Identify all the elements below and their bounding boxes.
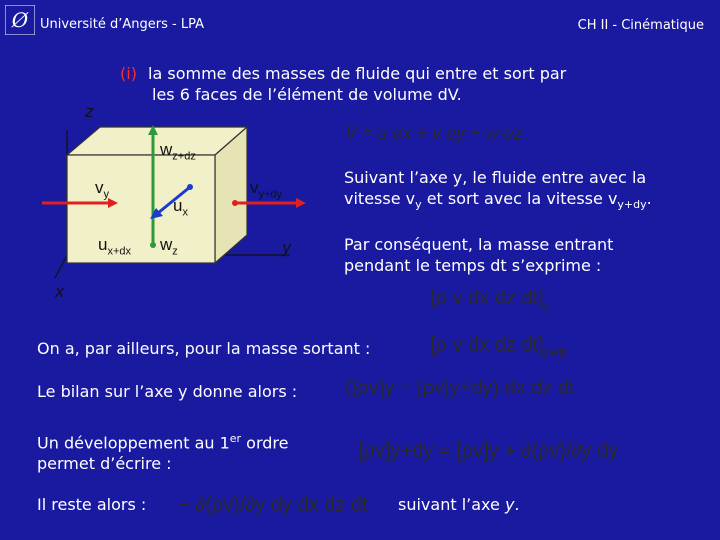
label-v-ydy [250,178,282,200]
label-u-x-sub: x [182,206,188,219]
equation-mass-in [430,287,549,312]
label-v-y-sub: y [103,188,109,201]
equation-mass-in-body: [ρ v dx dz dt] [430,287,544,309]
label-w-z-main: w [160,235,173,254]
label-development [37,428,288,474]
para1-line2b: et sort avec la vitesse v [421,189,618,208]
header-university: Université d’Angers - LPA [40,17,204,32]
equation-reste: − ∂(ρv)/∂y dy dx dz dt [178,494,368,516]
cube-diagram [40,105,340,305]
equation-mass-in-sub: y [543,300,550,312]
intro-line2: les 6 faces de l’élément de volume dV. [152,85,462,104]
label-w-zdz-main: w [160,140,173,159]
svg-text:Ø: Ø [11,8,29,32]
suffix-reste-y: y [504,495,515,514]
label-u-x [173,196,188,218]
equation-mass-out [430,334,567,359]
label-dev-sup: er [229,432,242,445]
para1-line2c: . [646,189,652,208]
label-v-y-main: v [95,178,104,197]
equation-mass-out-body: [ρ v dx dz dt] [430,334,544,356]
intro-line1: la somme des masses de fluide qui entre et sort par [148,64,567,83]
label-dev-part1: Un développement au 1 [37,433,230,453]
label-v-ydy-main: v [250,178,259,197]
para1-line1: Suivant l’axe y, le fluide entre avec la [344,168,647,187]
label-u-x-main: u [173,196,183,215]
velocity-equation: V = u ex + v ey + w ez [345,123,523,143]
para-entry-exit [344,167,652,215]
label-v-y [95,178,109,200]
para1-sub1: y [415,198,422,212]
axis-z-label: z [85,102,94,121]
label-w-zdz-sub: z+dz [172,150,196,163]
axis-x-label: x [55,282,65,301]
label-w-z-sub: z [172,245,178,258]
label-u-xdx [98,235,131,257]
suffix-reste-a: suivant l’axe [398,495,505,514]
para2-line1: Par conséquent, la masse entrant [344,235,614,254]
label-mass-out: On a, par ailleurs, pour la masse sortant : [37,339,371,358]
para-mass-in [344,234,613,276]
label-dev-part2: ordre [241,433,289,453]
equation-development: [ρv]y+dy = [ρv]y + ∂(ρv)/∂y dy [358,440,619,462]
suffix-reste [398,494,520,515]
label-reste: Il reste alors : [37,495,147,514]
axis-y-label: y [282,238,292,257]
label-u-xdx-sub: x+dx [107,245,132,258]
label-w-zdz [160,140,196,162]
intro-marker: (i) [120,64,137,83]
suffix-reste-b: . [514,495,520,514]
para1-sub2: y+dy [617,198,647,212]
label-v-ydy-sub: y+dy [258,188,283,201]
label-dev-part3: permet d’écrire : [37,454,172,474]
logo-icon [5,5,35,35]
header-chapter: CH II - Cinématique [577,18,704,33]
label-bilan: Le bilan sur l’axe y donne alors : [37,382,298,401]
intro-text [120,63,566,105]
equation-bilan: ([ρv]y − [ρv]y+dy) dx dz dt [345,377,575,399]
para1-line2a: vitesse v [344,189,416,208]
label-w-z [160,235,178,257]
para2-line2: pendant le temps dt s’exprime : [344,256,602,275]
label-u-xdx-main: u [98,235,108,254]
equation-mass-out-sub: y+dy [543,347,568,359]
